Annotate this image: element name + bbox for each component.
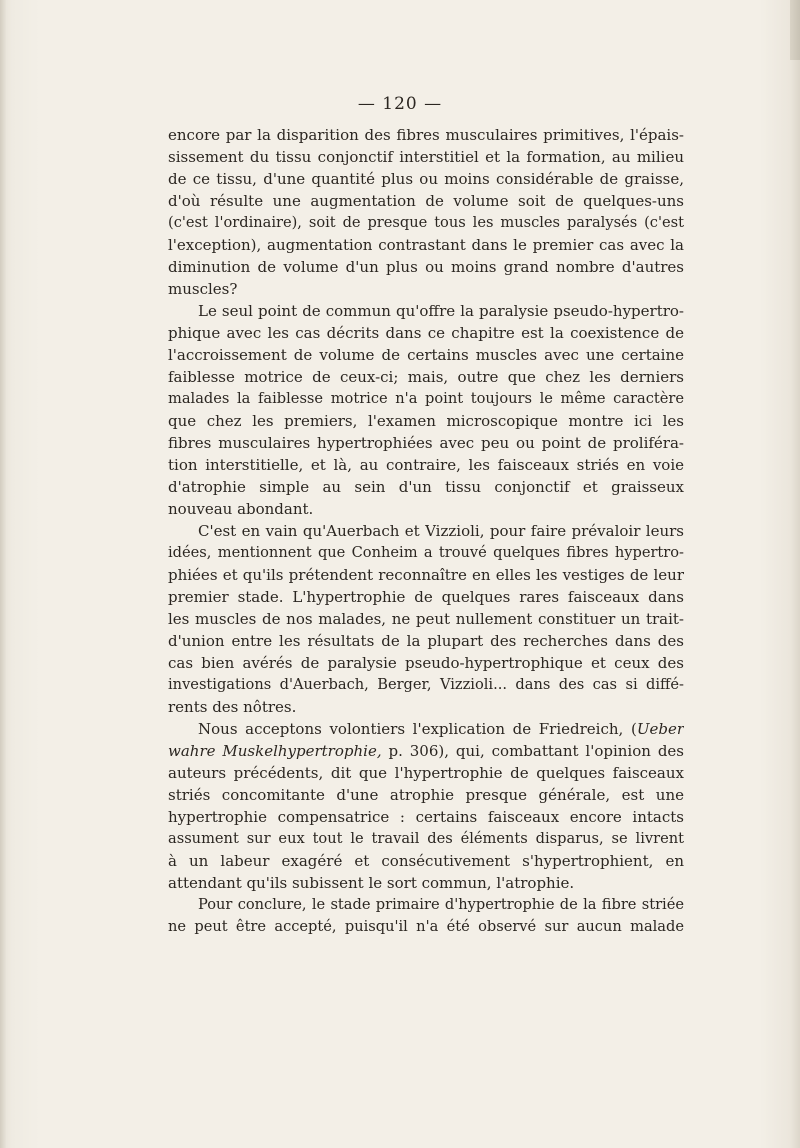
text-line: que chez les premiers, l'examen microscopique montre ici les [168, 412, 684, 430]
text-line: diminution de volume d'un plus ou moins grand nombre d'autres [168, 258, 684, 276]
text-span: Nous acceptons volontiers l'explication de Friedreich, ( [198, 720, 637, 738]
text-line: les muscles de nos malades, ne peut nullement constituer un trait- [168, 610, 684, 628]
text-line: d'union entre les résultats de la plupart des recherches dans des [168, 632, 684, 650]
page-right-edge [790, 0, 800, 60]
text-body [168, 124, 684, 938]
text-line: encore par la disparition des fibres musculaires primitives, l'épais- [168, 126, 684, 144]
text-line-friedreich [168, 718, 684, 740]
text-line: assument sur eux tout le travail des éléments disparus, se livrent [168, 830, 684, 847]
text-line: striés concomitante d'une atrophie presque générale, est une [168, 786, 684, 804]
text-line: attendant qu'ils subissent le sort commun, l'atrophie. [168, 874, 575, 892]
italic-title: Ueber [636, 720, 684, 738]
page-number: — 120 — [357, 94, 443, 114]
text-line: l'accroissement de volume de certains muscles avec une certaine [168, 346, 684, 364]
text-line: malades la faiblesse motrice n'a point toujours le même caractère [168, 390, 684, 407]
text-line: de ce tissu, d'une quantité plus ou moins considérable de graisse, [168, 170, 684, 188]
text-line: l'exception), augmentation contrastant dans le premier cas avec la [168, 236, 684, 254]
text-line: nouveau abondant. [168, 500, 314, 518]
text-span: p. 306), qui, combattant l'opinion des [381, 742, 684, 760]
page-left-edge [0, 0, 6, 1148]
text-line: premier stade. L'hypertrophie de quelques rares faisceaux dans [168, 588, 684, 606]
text-line: idées, mentionnent que Conheim a trouvé quelques fibres hypertro- [168, 544, 684, 561]
text-line: Le seul point de commun qu'offre la paralysie pseudo-hypertro- [198, 302, 684, 320]
text-line: ne peut être accepté, puisqu'il n'a été observé sur aucun malade [168, 918, 684, 935]
text-line: d'atrophie simple au sein d'un tissu conjonctif et graisseux [168, 478, 684, 496]
text-line: C'est en vain qu'Auerbach et Vizzioli, pour faire prévaloir leurs [198, 522, 684, 540]
text-line: fibres musculaires hypertrophiées avec peu ou point de proliféra- [168, 434, 684, 452]
text-line: Pour conclure, le stade primaire d'hypertrophie de la fibre striée [198, 896, 684, 913]
text-line: phiées et qu'ils prétendent reconnaître en elles les vestiges de leur [168, 566, 684, 584]
text-line: sissement du tissu conjonctif interstitiel et la formation, au milieu [168, 148, 684, 166]
text-line: d'où résulte une augmentation de volume soit de quelques-uns [168, 192, 684, 210]
text-line: tion interstitielle, et là, au contraire, les faisceaux striés en voie [168, 456, 684, 474]
text-line: investigations d'Auerbach, Berger, Vizzioli... dans des cas si diffé- [168, 676, 684, 693]
text-line: auteurs précédents, dit que l'hypertrophie de quelques faisceaux [168, 764, 684, 782]
text-line-wahre [168, 740, 684, 762]
text-line: muscles? [168, 280, 238, 298]
text-line: faiblesse motrice de ceux-ci; mais, outre que chez les derniers [168, 368, 684, 386]
text-line: phique avec les cas décrits dans ce chapitre est la coexistence de [168, 324, 684, 342]
text-line: cas bien avérés de paralysie pseudo-hypertrophique et ceux des [168, 654, 684, 672]
text-line: hypertrophie compensatrice : certains faisceaux encore intacts [168, 808, 684, 826]
italic-title: wahre Muskelhypertrophie, [168, 742, 382, 760]
text-line: à un labeur exagéré et consécutivement s'hypertrophient, en [168, 852, 684, 870]
text-line: (c'est l'ordinaire), soit de presque tous les muscles paralysés (c'est [168, 214, 684, 231]
text-line: rents des nôtres. [168, 698, 297, 716]
